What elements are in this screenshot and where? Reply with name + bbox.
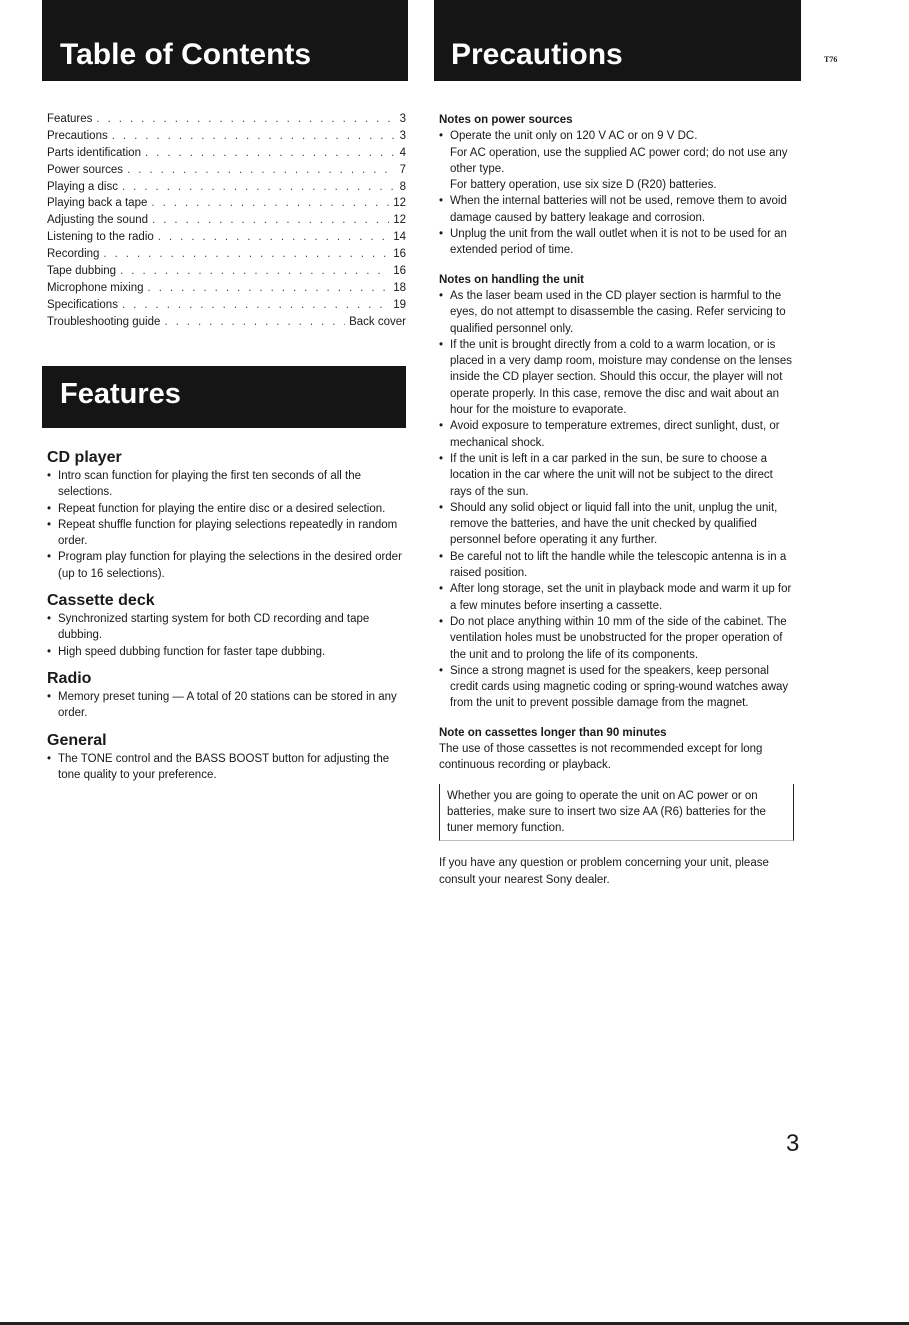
handling-item	[439, 451, 794, 500]
page-number: 3	[786, 1130, 800, 1157]
handling-item	[439, 663, 794, 712]
notice-box	[439, 784, 794, 842]
features-banner	[42, 366, 406, 428]
toc-entry-title: Tape dubbing	[47, 265, 117, 278]
toc-entry-title: Recording	[47, 248, 100, 261]
precautions-heading: Precautions	[451, 38, 623, 71]
power-bullet-text: Operate the unit only on 120 V AC or on 9 V DC.	[450, 130, 698, 143]
feature-section-title: Radio	[47, 669, 92, 687]
feature-section	[47, 731, 409, 784]
toc-entry	[47, 164, 406, 181]
feature-section	[47, 448, 409, 582]
feature-item	[47, 549, 409, 582]
precautions-banner	[434, 0, 801, 81]
power-subnote: For battery operation, use six size D (R20) batteries.	[450, 179, 717, 192]
toc-entry-title: Specifications	[47, 298, 118, 311]
toc-leader-dots	[122, 181, 396, 193]
handling-item	[439, 500, 794, 549]
toc-leader-dots	[145, 147, 396, 159]
feature-item	[47, 517, 409, 550]
toc-entry-page: 8	[399, 180, 406, 193]
feature-section-title: CD player	[47, 449, 122, 466]
toc-entry-title: Features	[47, 113, 93, 125]
power-notes-title: Notes on power sources	[439, 114, 573, 126]
cassette-notes	[439, 725, 794, 774]
feature-item	[47, 644, 409, 660]
toc-entry-page: 16	[393, 265, 406, 278]
toc-entry	[47, 231, 406, 248]
toc-entry-page: Back cover	[349, 315, 406, 328]
toc-heading: Table of Contents	[60, 38, 312, 71]
handling-item-text: If the unit is brought directly from a cold to a warm location, or is placed in a very damp room, moisture may condense on the lenses inside the CD player section. Should this occur, the player will not operate properly. In this case, remove the disc and wait about an hour for the moisture to evaporate.	[450, 338, 792, 417]
features-heading: Features	[60, 378, 181, 410]
toc-leader-dots	[152, 214, 389, 226]
feature-item-text: Intro scan function for playing the first ten seconds of all the selections.	[58, 470, 362, 499]
feature-section	[47, 591, 409, 660]
toc-entry-page: 14	[393, 231, 406, 244]
power-bullet	[439, 226, 794, 259]
toc-leader-dots	[103, 248, 389, 260]
power-bullet	[439, 193, 794, 226]
toc-entry	[47, 248, 406, 265]
handling-item	[439, 418, 794, 451]
toc-entry-page: 3	[399, 129, 406, 142]
handling-item-text: After long storage, set the unit in playback mode and warm it up for a few minutes before inserting a cassette.	[450, 583, 792, 612]
toc-entry-page: 7	[399, 163, 406, 176]
feature-item	[47, 501, 409, 517]
toc-entry-title: Parts identification	[47, 146, 141, 159]
model-code: T76	[824, 55, 838, 64]
toc-entry-title: Power sources	[47, 163, 124, 176]
power-subnote: For AC operation, use the supplied AC power cord; do not use any other type.	[450, 146, 788, 175]
table-of-contents	[47, 113, 406, 333]
toc-entry-page: 19	[393, 298, 406, 311]
toc-leader-dots	[164, 316, 345, 328]
features-column	[47, 448, 409, 792]
toc-entry-title: Troubleshooting guide	[47, 315, 161, 328]
handling-item-text: Do not place anything within 10 mm of the side of the cabinet. The ventilation holes must be unobstructed for the proper operation of the unit and to prolong the life of its components.	[450, 615, 787, 661]
toc-entry	[47, 130, 406, 147]
handling-item-text: If the unit is left in a car parked in the sun, be sure to choose a location in the car where the unit will not be subject to the direct rays of the sun.	[450, 452, 773, 498]
toc-leader-dots	[151, 197, 389, 209]
toc-entry	[47, 113, 406, 130]
toc-leader-dots	[122, 299, 389, 311]
handling-item	[439, 614, 794, 663]
handling-item-text: Since a strong magnet is used for the speakers, keep personal credit cards using magnetic coding or spring-wound watches away from the unit to prevent possible damage from the magnet.	[450, 664, 789, 710]
feature-item-text: Program play function for playing the selections in the desired order (up to 16 selections).	[58, 551, 402, 580]
closing-text: If you have any question or problem concerning your unit, please consult your nearest Sony dealer.	[439, 857, 769, 886]
feature-item-text: Repeat shuffle function for playing selections repeatedly in random order.	[58, 518, 398, 548]
toc-entry-page: 3	[399, 113, 406, 125]
feature-item-text: Repeat function for playing the entire disc or a desired selection.	[58, 502, 386, 515]
toc-entry-title: Playing back a tape	[47, 197, 148, 210]
feature-item	[47, 689, 409, 722]
toc-entry-page: 12	[393, 197, 406, 210]
feature-item-text: Memory preset tuning — A total of 20 stations can be stored in any order.	[58, 690, 397, 720]
feature-section	[47, 669, 409, 722]
power-bullet	[439, 128, 794, 144]
toc-entry-title: Listening to the radio	[47, 231, 154, 244]
toc-entry-title: Playing a disc	[47, 180, 118, 193]
notice-text: Whether you are going to operate the unit on AC power or on batteries, make sure to insert two size AA (R6) batteries for the tuner memory function.	[447, 789, 766, 835]
handling-item	[439, 288, 794, 337]
feature-item	[47, 611, 409, 644]
toc-entry-page: 12	[393, 214, 406, 227]
toc-entry-page: 18	[393, 281, 406, 294]
feature-item-text: Synchronized starting system for both CD recording and tape dubbing.	[58, 613, 370, 642]
toc-leader-dots	[148, 282, 390, 294]
feature-section-title: Cassette deck	[47, 592, 155, 610]
toc-entry	[47, 316, 406, 333]
handling-item-text: Be careful not to lift the handle while the telescopic antenna is in a raised position.	[450, 550, 787, 580]
toc-entry	[47, 282, 406, 299]
feature-section-title: General	[47, 731, 107, 749]
toc-banner	[42, 0, 408, 81]
feature-item-text: The TONE control and the BASS BOOST button for adjusting the tone quality to your preference.	[58, 752, 390, 781]
power-bullet-text: When the internal batteries will not be used, remove them to avoid damage caused by battery leakage and corrosion.	[450, 195, 787, 224]
power-bullet-text: Unplug the unit from the wall outlet when it is not to be used for an extended period of time.	[450, 228, 787, 257]
toc-entry	[47, 181, 406, 198]
toc-entry-title: Precautions	[47, 129, 108, 142]
toc-entry-page: 4	[399, 146, 406, 159]
handling-item-text: As the laser beam used in the CD player section is harmful to the eyes, do not attempt to disassemble the casing. Refer servicing to qualified personnel only.	[450, 289, 786, 335]
toc-leader-dots	[127, 164, 396, 176]
cassette-notes-text: The use of those cassettes is not recommended except for long continuous recording or playback.	[439, 742, 763, 772]
precautions-column	[439, 112, 794, 888]
toc-entry-title: Microphone mixing	[47, 281, 144, 294]
handling-notes	[439, 272, 794, 712]
toc-leader-dots	[158, 231, 389, 243]
toc-leader-dots	[112, 130, 396, 142]
handling-item	[439, 549, 794, 582]
toc-entry-page: 16	[393, 248, 406, 261]
feature-item-text: High speed dubbing function for faster tape dubbing.	[58, 645, 326, 658]
power-notes	[439, 112, 794, 259]
handling-item	[439, 581, 794, 614]
feature-item	[47, 751, 409, 784]
toc-entry-title: Adjusting the sound	[47, 214, 149, 227]
toc-entry	[47, 147, 406, 164]
toc-leader-dots	[120, 265, 389, 277]
handling-item-text: Should any solid object or liquid fall into the unit, unplug the unit, remove the batteries, and have the unit checked by qualified personnel before operating it any further.	[450, 501, 778, 547]
toc-entry	[47, 299, 406, 316]
toc-entry	[47, 265, 406, 282]
handling-item-text: Avoid exposure to temperature extremes, direct sunlight, dust, or mechanical shock.	[450, 420, 780, 449]
toc-entry	[47, 197, 406, 214]
handling-item	[439, 337, 794, 418]
toc-leader-dots	[96, 113, 395, 125]
cassette-notes-title: Note on cassettes longer than 90 minutes	[439, 726, 667, 739]
feature-item	[47, 468, 409, 501]
toc-entry	[47, 214, 406, 231]
handling-list	[439, 288, 794, 712]
handling-notes-title: Notes on handling the unit	[439, 273, 585, 286]
